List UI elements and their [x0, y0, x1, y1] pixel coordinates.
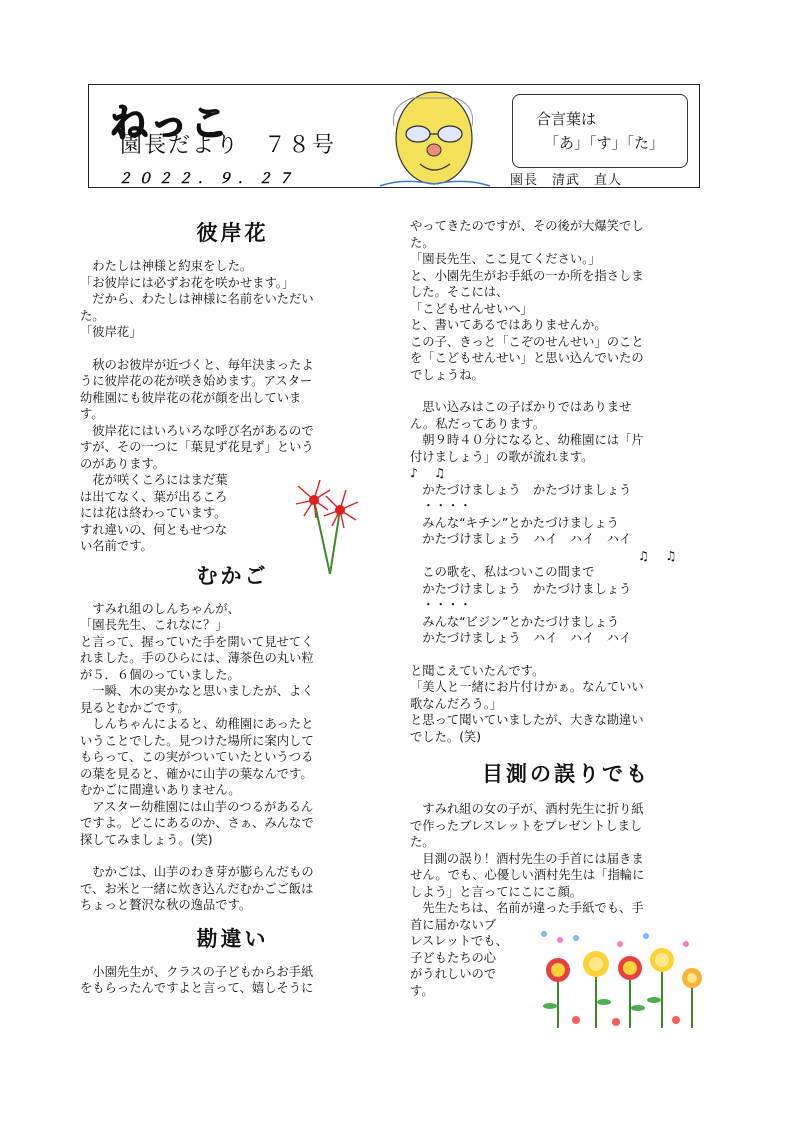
paragraph: やってきたのですが、その後が大爆笑でし た。 「園長先生、ここ見てください。」 と、小園先生がお手紙の一か所を指さしま した。そこには、 「こどもせんせいへ」 と、書いてあるではありませんか。 この子、きっと「こぞのせんせい」のこと を「こどもせんせい」と思い込んでいたの でしょうね。 — [410, 219, 644, 382]
paragraph: 秋のお彼岸が近づくと、毎年決まったよ うに彼岸花の花が咲き始めます。アスター 幼稚園にも彼岸花の花が顔を出していま す。 彼岸花にはいろいろな呼び名があるので すが、その一つに「葉見ず花見ず」という のがあります。 — [80, 357, 314, 471]
paragraph: すみれ組のしんちゃんが、 「園長先生、これなに？」 と言って、握っていた手を開いて見せてく れました。手のひらには、薄茶色の丸い粒 が５．６個のっていました。 一瞬、木の実かなと思いましたが、よく 見るとむかごです。 しんちゃんによると、幼稚園にあったと いうことでした。見つけた場所に案内して もらって、この実がついていたというつる の葉を見ると、確かに山芋の葉なんです。 むかごに間違いありません。 アスター幼稚園には山芋のつるがあるん ですよ。どこにあるのか、さぁ、みんなで 探してみましょう。(笑) — [80, 601, 314, 847]
paragraph: むかごは、山芋のわき芽が膨らんだもの で、お米と一緒に炊き込んだむかごご飯は ちょっと贅沢な秋の逸品です。 — [80, 865, 314, 912]
music-notes: ♫ ♫ — [638, 548, 679, 563]
music-notes: ♪ ♫ — [410, 466, 448, 480]
higanbana-flower-illustration — [290, 470, 368, 574]
right-column — [410, 218, 722, 999]
heading-higanbana: 彼岸花 — [196, 221, 269, 245]
paragraph-wrapped: 首に届かないブ レスレットでも、 子どもたちの心 がうれしいので す。 — [410, 917, 508, 998]
aikotoba-words: 「あ」「す」「た」 — [544, 134, 665, 152]
newsletter-subtitle: 園長だより ７８号 — [120, 133, 337, 158]
heading-mokusoku: 目測の誤りでも — [482, 762, 650, 786]
paragraph: と聞こえていたんです。 「美人と一緒にお片付けかぁ。なんていい 歌なんだろう。」 と思って聞いていましたが、大きな勘違い でした。(笑) — [410, 663, 644, 744]
issue-date: ２０２２．９．２７ — [118, 171, 298, 187]
heading-mukago: むかご — [196, 563, 269, 588]
principal-name: 園長 清武 直人 — [510, 173, 623, 188]
paragraph: すみれ組の女の子が、酒村先生に折り紙 で作ったブレスレットをプレゼントしまし た。 目測の誤り！酒村先生の手首には届きま せん。でも、心優しい酒村先生は「指輪に しよう」と言ってにこにこ顔。 先生たちは、名前が違った手紙でも、手 — [410, 802, 645, 915]
newsletter-brand: ねっこ — [110, 101, 231, 145]
paragraph: 小園先生が、クラスの子どもからお手紙 をもらったんですよと言って、嬉しそうに — [80, 964, 314, 995]
song-lyrics: かたづけましょう かたづけましょう ・・・・ みんな“キチン”とかたづけましょう かたづけましょう ハイ ハイ ハイ — [410, 482, 632, 546]
left-column — [80, 218, 385, 997]
principal-face-illustration — [372, 86, 498, 196]
song-lyrics: この歌を、私はついこの間まで かたづけましょう かたづけましょう ・・・・ みんな“ビジン”とかたづけましょう かたづけましょう ハイ ハイ ハイ — [410, 565, 632, 645]
paragraph: わたしは神様と約束をした。 「お彼岸には必ずお花を咲かせます。」 だから、わたしは神様に名前をいただい た。 「彼岸花」 — [80, 259, 314, 339]
paragraph-wrapped: 花が咲くころにはまだ葉 は出てなく、葉が出るころ には花は終わっています。 すれ違いの、何ともせつな い名前です。 — [80, 473, 228, 553]
heading-kanchigai: 勘違い — [196, 926, 269, 951]
aikotoba-box — [512, 94, 688, 168]
paragraph: 思い込みはこの子ばかりではありませ ん。私だってあります。 朝９時４０分になると、幼稚園には「片 付けましょう」の歌が流れます。 — [410, 400, 644, 464]
aikotoba-title: 合言葉は — [536, 110, 597, 128]
smiling-flowers-illustration — [536, 924, 712, 1034]
